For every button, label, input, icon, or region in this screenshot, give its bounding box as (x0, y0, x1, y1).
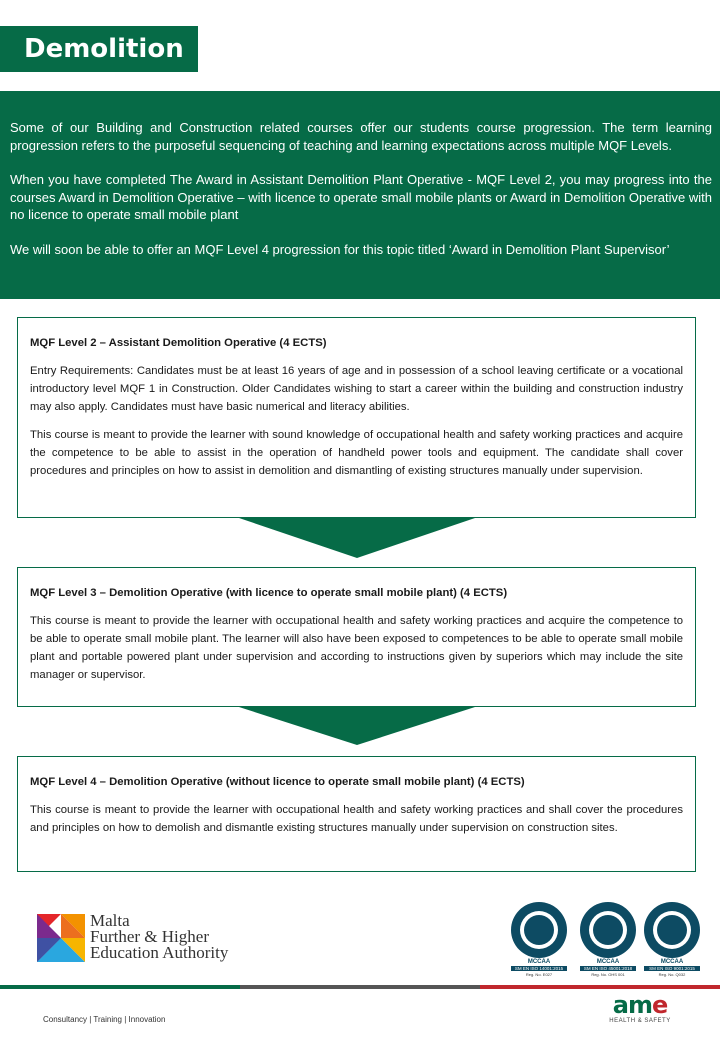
footer-rule-green (0, 985, 240, 989)
footer-tagline: Consultancy | Training | Innovation (43, 1015, 166, 1024)
ohs-cert-icon (577, 902, 639, 980)
progression-arrow-down-icon (239, 707, 475, 745)
cert-reg: Reg. No. Q032 (658, 972, 686, 977)
footer-rule-red (480, 985, 720, 989)
intro-paragraph-3: We will soon be able to offer an MQF Level 4 progression for this topic titled ‘Award in Demolition Plant Supervisor’ (10, 241, 670, 257)
course-level-3 (17, 567, 696, 707)
intro-paragraph-2: When you have completed The Award in Assistant Demolition Plant Operative - MQF Level 2, you may progress into the courses Award in Demolition Operative – with licence to operate small mobile plants or Award in Demolition Operative with no licence to operate small mobile plant (10, 172, 712, 222)
mfhea-line: Malta (90, 911, 130, 930)
cert-standard: SM EN ISO 9001:2015 (644, 966, 700, 971)
course-title: MQF Level 3 – Demolition Operative (with licence to operate small mobile plant) (4 ECTS) (30, 587, 508, 599)
intro-paragraph-1: Some of our Building and Construction related courses offer our students course progression. The term learning progression refers to the purposeful sequencing of teaching and learning expectations across multiple MQF Levels. (10, 120, 712, 153)
footer-rule-gray (240, 985, 480, 989)
mfhea-logo-icon (37, 914, 85, 962)
cert-reg: Reg. No. E027 (525, 972, 553, 977)
cert-reg: Reg. No. OHS 001 (591, 972, 625, 977)
page-title: Demolition (0, 26, 198, 72)
cert-standard: SM EN ISO 14001:2015 (511, 966, 567, 971)
mfhea-line: Further & Higher (90, 927, 209, 946)
environmental-cert-icon (508, 902, 570, 980)
mfhea-line: Education Authority (90, 943, 229, 962)
ame-logo (600, 992, 680, 1028)
quality-cert-icon (641, 902, 703, 980)
course-level-2 (17, 317, 696, 518)
course-paragraph: This course is meant to provide the learner with sound knowledge of occupational health and safety working practices and acquire the competence to be able to assist in the operation of handheld power tools and equipment. The candidate shall cover procedures and principles on how to assist in demolition and dismantling of existing structures manually under supervision. (30, 429, 683, 477)
course-paragraph: This course is meant to provide the learner with occupational health and safety working practices and shall cover the procedures and principles on how to demolish and dismantle existing structures manually under supervision on construction sites. (30, 804, 683, 834)
ame-brand-right: e (651, 991, 668, 1019)
cert-standard: SM EN ISO 45001:2018 (580, 966, 636, 971)
course-title: MQF Level 4 – Demolition Operative (without licence to operate small mobile plant) (4 ECTS) (30, 776, 525, 788)
cert-org: MCCAA (660, 959, 684, 965)
course-level-4 (17, 756, 696, 872)
course-paragraph: This course is meant to provide the learner with occupational health and safety working practices and acquire the competence to be able to operate small mobile plant. The learner will also have been exposed to competences to be able to operate small mobile plant and portable powered plant under supervision and according to instructions given by superiors which may include the site manager or supervisor. (30, 615, 683, 681)
cert-org: MCCAA (527, 959, 551, 965)
course-paragraph: Entry Requirements: Candidates must be at least 16 years of age and in possession of a school leaving certificate or a vocational introductory level MQF 1 in Construction. Older Candidates wishing to start a career within the building and construction industry may also apply. Candidates must have basic numerical and literacy abilities. (30, 365, 683, 413)
course-title: MQF Level 2 – Assistant Demolition Operative (4 ECTS) (30, 337, 327, 349)
ame-brand-sub: HEALTH & SAFETY (609, 1018, 671, 1024)
ame-brand-left: am (612, 991, 652, 1019)
progression-arrow-down-icon (239, 518, 475, 558)
cert-org: MCCAA (596, 959, 620, 965)
mfhea-logo-text (90, 913, 270, 961)
intro-panel (0, 91, 720, 299)
